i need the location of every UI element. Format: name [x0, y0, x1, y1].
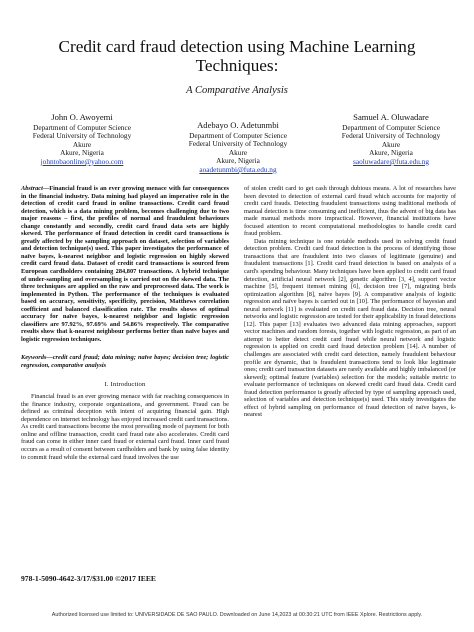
author-email-link[interactable]: johntobaonline@yahoo.com — [40, 156, 124, 166]
author-name: Samuel A. Oluwadare — [353, 112, 429, 122]
author-location: Akure, Nigeria — [60, 148, 104, 158]
author-email-link[interactable]: aoadetunmbi@futa.edu.ng — [199, 164, 277, 174]
author-affiliation: Akure — [228, 147, 248, 157]
right-column — [244, 185, 456, 419]
author-name: John O. Awoyemi — [51, 112, 113, 122]
author-location: Akure, Nigeria — [216, 156, 260, 166]
isbn-copyright: 978-1-5090-4642-3/17/$31.00 ©2017 IEEE — [21, 574, 156, 583]
author-affiliation: Federal University of Technology — [341, 131, 441, 141]
left-column — [21, 185, 229, 461]
author-card — [167, 120, 309, 174]
author-affiliation: Department of Computer Science — [189, 130, 287, 140]
author-location: Akure, Nigeria — [369, 148, 413, 158]
paper-title: Credit card fraud detection using Machine Learning Techniques: — [58, 37, 416, 75]
author-affiliation: Federal University of Technology — [188, 139, 288, 149]
abstract-label: Abstract — [21, 185, 43, 192]
author-affiliation: Akure — [72, 139, 92, 149]
intro-paragraph: Financial fraud is an ever growing menace with far reaching consequences in the finance industry, corporate organizations, and government. Fraud can be defined as criminal deception with intent of acquiring financial gain. High dependence on internet technology has enjoyed increased credit card transactions. As credit card transactions become the most prevailing mode of payment for both online and offline transaction, credit card fraud rate also accelerates. Credit card fraud can come in either inner card fraud or external card fraud. Inner card fraud occurs as a result of consent between cardholders and bank by using false identity to commit fraud while the external card fraud involves the use — [21, 393, 229, 461]
section-heading: I. Introduction — [104, 380, 146, 388]
author-block — [18, 112, 458, 184]
abstract — [21, 185, 229, 343]
author-email-link[interactable]: saoluwadare@futa.edu.ng — [352, 156, 429, 166]
author-affiliation: Akure — [381, 139, 401, 149]
body-paragraph: of stolen credit card to get cash through dubious means. A lot of researches have been devoted to detection of external card fraud which accounts for majority of credit card frauds. Detecting fraudulent transactions using traditional methods of manual detection is time consuming and inefficient, thus the advent of big data has made manual methods more impractical. However, financial institutions have focused attention to recent computational methodologies to handle credit card fraud problem. — [244, 185, 456, 238]
author-affiliation: Department of Computer Science — [342, 122, 440, 132]
author-affiliation: Federal University of Technology — [32, 131, 132, 141]
keywords: Keywords—credit card fraud; data mining; naïve bayes; decision tree; logistic regression, comparative analysis — [21, 354, 229, 370]
body-paragraph: Data mining technique is one notable methods used in solving credit fraud detection problem. Credit card fraud detection is the process of identifying those transactions that are fraudulent into two classes of legitimate (genuine) and fraudulent transactions [1]. Credit card fraud detection is based on analysis of a card's spending behaviour. Many techniques have been applied to credit card fraud detection, artificial neural network [2], genetic algorithm [3, 4], support vector machine [5], frequent itemset mining [6], decision tree [7], migrating birds optimization algorithm [8], naïve bayes [9]. A comparative analysis of logistic regression and naïve bayes is carried out in [10]. The performance of bayesian and neural network [11] is evaluated on credit card fraud data. Decision tree, neural networks and logistic regression are tested for their applicability in fraud detections [12]. This paper [13] evaluates two advanced data mining approaches, support vector machines and random forests, together with logistic regression, as part of an attempt to better detect credit card fraud while neural network and logistic regression is applied on credit card fraud detection problem [14]. A number of challenges are associated with credit card detection, namely fraudulent behaviour profile are dynamic, that is fraudulent transactions tend to look like legitimate ones; credit card transaction datasets are rarely available and highly imbalanced (or skewed); optimal feature (variables) selection for the models; suitable metric to evaluate performance of techniques on skewed credit card fraud data. Credit card fraud detection performance is greatly affected by type of sampling approach used, selection of variables and detection technique(s) used. This study investigates the effect of hybrid sampling on performance of fraud detection of naïve bayes, k-nearest — [244, 237, 456, 419]
license-footer: Authorized licensed use limited to: UNIVERSIDADE DE SAO PAULO. Downloaded on June 14,2023 at 00:30:21 UTC from IEEE Xplore. Restrictions apply. — [51, 612, 423, 618]
author-card — [322, 112, 460, 166]
abstract-text: —Financial fraud is an ever growing menace with far consequences in the financial industry. Data mining had played an imperative role in the detection of credit card fraud in online transactions. Credit card fraud detection, which is a data mining problem, becomes challenging due to two major reasons – first, the profiles of normal and fraudulent behaviours change constantly and secondly, credit card fraud data sets are highly skewed. The performance of fraud detection in credit card transactions is greatly affected by the sampling approach on dataset, selection of variables and detection technique(s) used. This paper investigates the performance of naïve bayes, k-nearest neighbor and logistic regression on highly skewed credit card fraud data. Dataset of credit card transactions is sourced from European cardholders containing 284,807 transactions. A hybrid technique of under-sampling and oversampling is carried out on the skewed data. The three techniques are applied on the raw and preprocessed data. The work is implemented in Python. The performance of the techniques is evaluated based on accuracy, sensitivity, specificity, precision, Matthews correlation coefficient and balanced classification rate. The results shows of optimal accuracy for naïve bayes, k-nearest neighbor and logistic regression classifiers are 97.92%, 97.69% and 54.86% respectively. The comparative results show that k-nearest neighbour performs better than naïve bayes and logistic regression techniques. — [21, 185, 229, 343]
author-affiliation: Department of Computer Science — [33, 122, 131, 132]
paper-subtitle: A Comparative Analysis — [186, 85, 288, 96]
author-name: Adebayo O. Adetunmbi — [197, 120, 279, 130]
author-card — [18, 112, 146, 166]
